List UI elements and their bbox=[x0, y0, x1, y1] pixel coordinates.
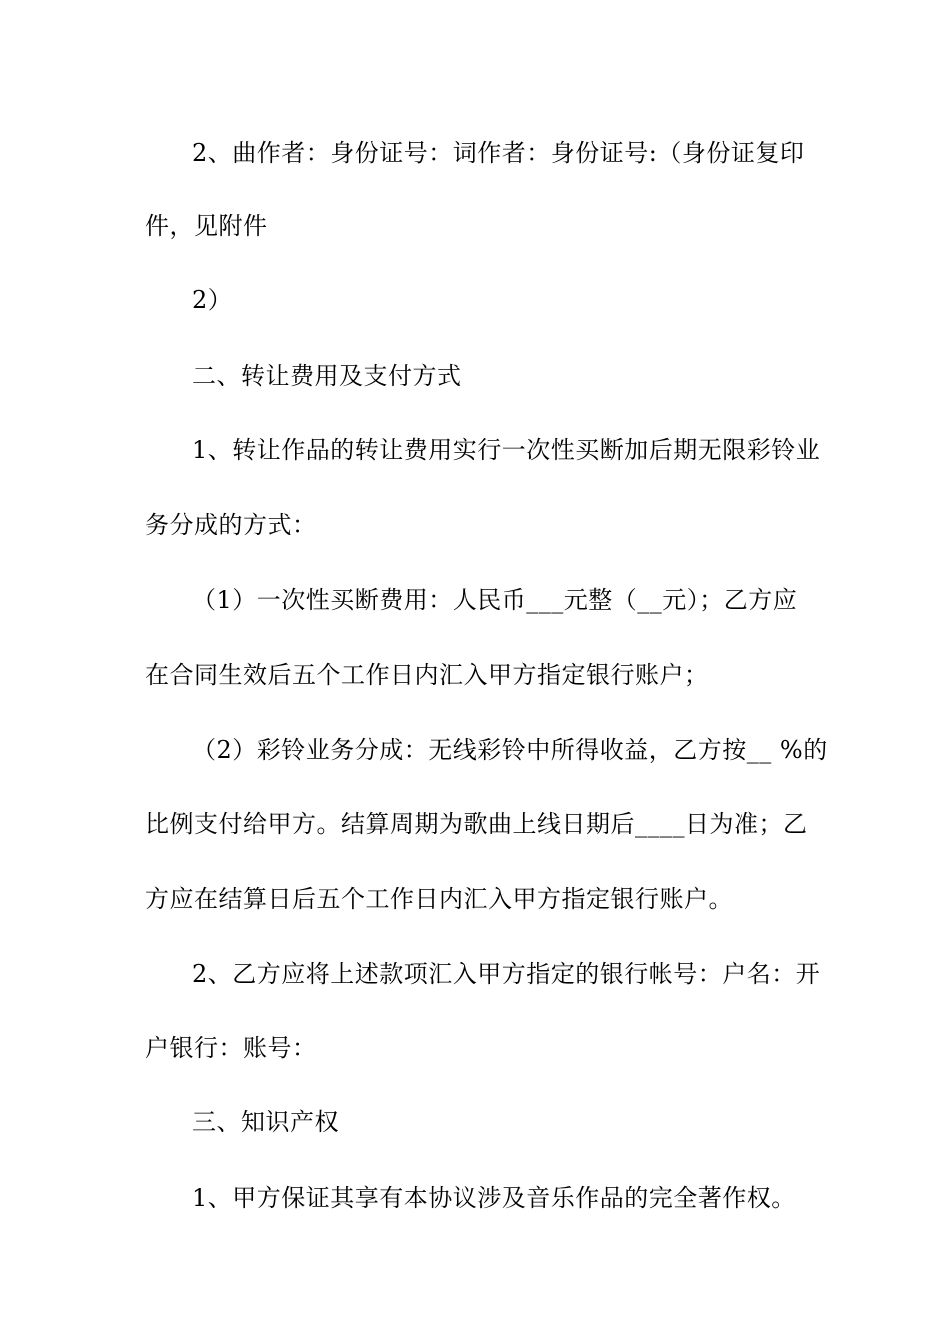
paragraph-line: 2、曲作者：身份证号：词作者：身份证号:（身份证复印 bbox=[192, 139, 805, 167]
paragraph-line: 方应在结算日后五个工作日内汇入甲方指定银行账户。 bbox=[145, 885, 733, 913]
paragraph-line: （2）彩铃业务分成：无线彩铃中所得收益，乙方按__ %的 bbox=[192, 736, 828, 764]
paragraph-line: 户银行：账号： bbox=[145, 1034, 317, 1062]
section-heading: 三、知识产权 bbox=[192, 1108, 339, 1136]
paragraph-line: 件，见附件 bbox=[145, 212, 268, 240]
paragraph-line: 比例支付给甲方。结算周期为歌曲上线日期后____日为准；乙 bbox=[145, 810, 808, 838]
paragraph-line: 在合同生效后五个工作日内汇入甲方指定银行账户； bbox=[145, 661, 709, 689]
paragraph-line: 2、乙方应将上述款项汇入甲方指定的银行帐号：户名：开 bbox=[192, 960, 821, 988]
section-heading: 二、转让费用及支付方式 bbox=[192, 362, 462, 390]
paragraph-line: （1）一次性买断费用：人民币___元整（__元）；乙方应 bbox=[192, 586, 798, 614]
paragraph-line: 2） bbox=[192, 286, 233, 314]
paragraph-line: 务分成的方式： bbox=[145, 511, 317, 539]
paragraph-line: 1、转让作品的转让费用实行一次性买断加后期无限彩铃业 bbox=[192, 436, 821, 464]
paragraph-line: 1、甲方保证其享有本协议涉及音乐作品的完全著作权。 bbox=[192, 1184, 796, 1212]
